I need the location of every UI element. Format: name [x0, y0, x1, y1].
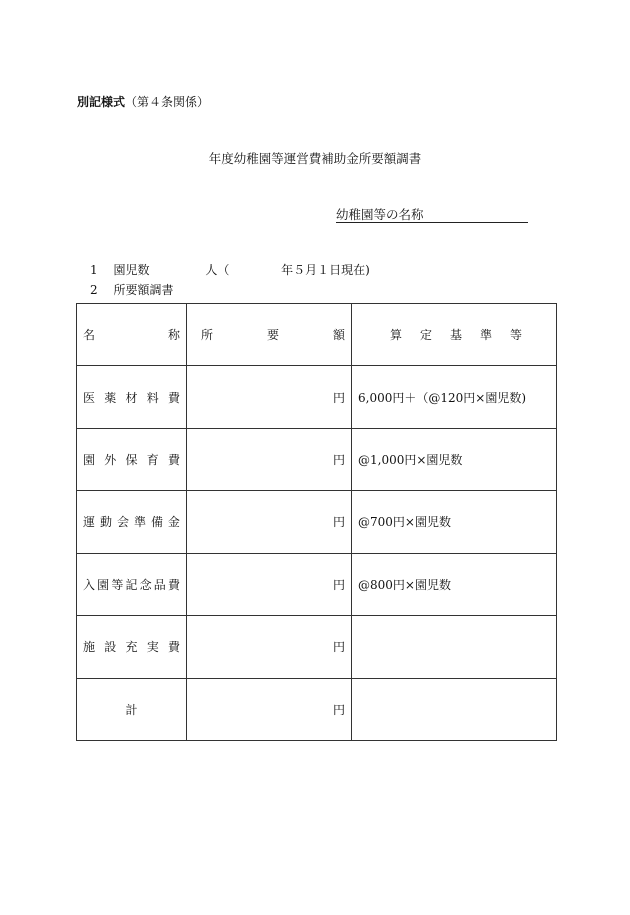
document-title: 年度幼稚園等運営費補助金所要額調書 — [208, 151, 422, 166]
section-number: 2 — [90, 283, 98, 297]
form-label — [77, 93, 209, 110]
table-row — [77, 491, 557, 553]
table-row — [77, 616, 557, 678]
enrollment-unit: 人（ — [205, 263, 230, 277]
section-required-amount — [90, 281, 173, 298]
kindergarten-name-blank — [424, 210, 528, 223]
form-label-article: （第４条関係） — [125, 95, 210, 109]
amount-cell[interactable] — [187, 428, 352, 490]
yen-unit: 円 — [332, 640, 345, 655]
table-row — [77, 428, 557, 490]
section-label: 所要額調書 — [113, 283, 174, 297]
header-basis: 算 定 基 準 等 — [352, 304, 557, 366]
total-basis-cell — [352, 678, 557, 740]
header-amount: 所 要 額 — [187, 304, 352, 366]
yen-unit: 円 — [332, 577, 345, 592]
basis-cell: @800円×園児数 — [352, 553, 557, 615]
kindergarten-name-label: 幼稚園等の名称 — [336, 207, 424, 222]
table-header-row — [77, 304, 557, 366]
basis-cell: @700円×園児数 — [352, 491, 557, 553]
table-row — [77, 553, 557, 615]
enrollment-date: 年５月１日現在) — [281, 263, 370, 277]
total-label: 計 — [77, 678, 187, 740]
kindergarten-name-field — [336, 205, 528, 223]
header-name: 名 称 — [77, 304, 187, 366]
row-name: 施 設 充 実 費 — [77, 616, 187, 678]
section-enrollment — [90, 261, 370, 278]
yen-unit: 円 — [332, 453, 345, 468]
amount-cell[interactable] — [187, 553, 352, 615]
yen-unit: 円 — [332, 702, 345, 717]
table-total-row — [77, 678, 557, 740]
yen-unit: 円 — [332, 390, 345, 405]
row-name: 園 外 保 育 費 — [77, 428, 187, 490]
basis-cell: @1,000円×園児数 — [352, 428, 557, 490]
basis-cell: 6,000円＋（@120円×園児数) — [352, 366, 557, 428]
row-name: 入 園 等 記 念 品 費 — [77, 553, 187, 615]
amount-cell[interactable] — [187, 491, 352, 553]
amount-cell[interactable] — [187, 616, 352, 678]
table-row — [77, 366, 557, 428]
row-name: 医 薬 材 料 費 — [77, 366, 187, 428]
basis-cell — [352, 616, 557, 678]
yen-unit: 円 — [332, 515, 345, 530]
total-amount-cell[interactable] — [187, 678, 352, 740]
amount-cell[interactable] — [187, 366, 352, 428]
section-label: 園児数 — [113, 263, 150, 277]
required-amount-table — [76, 303, 557, 741]
section-number: 1 — [90, 263, 98, 277]
row-name: 運 動 会 準 備 金 — [77, 491, 187, 553]
form-label-bold: 別記様式 — [77, 95, 126, 109]
